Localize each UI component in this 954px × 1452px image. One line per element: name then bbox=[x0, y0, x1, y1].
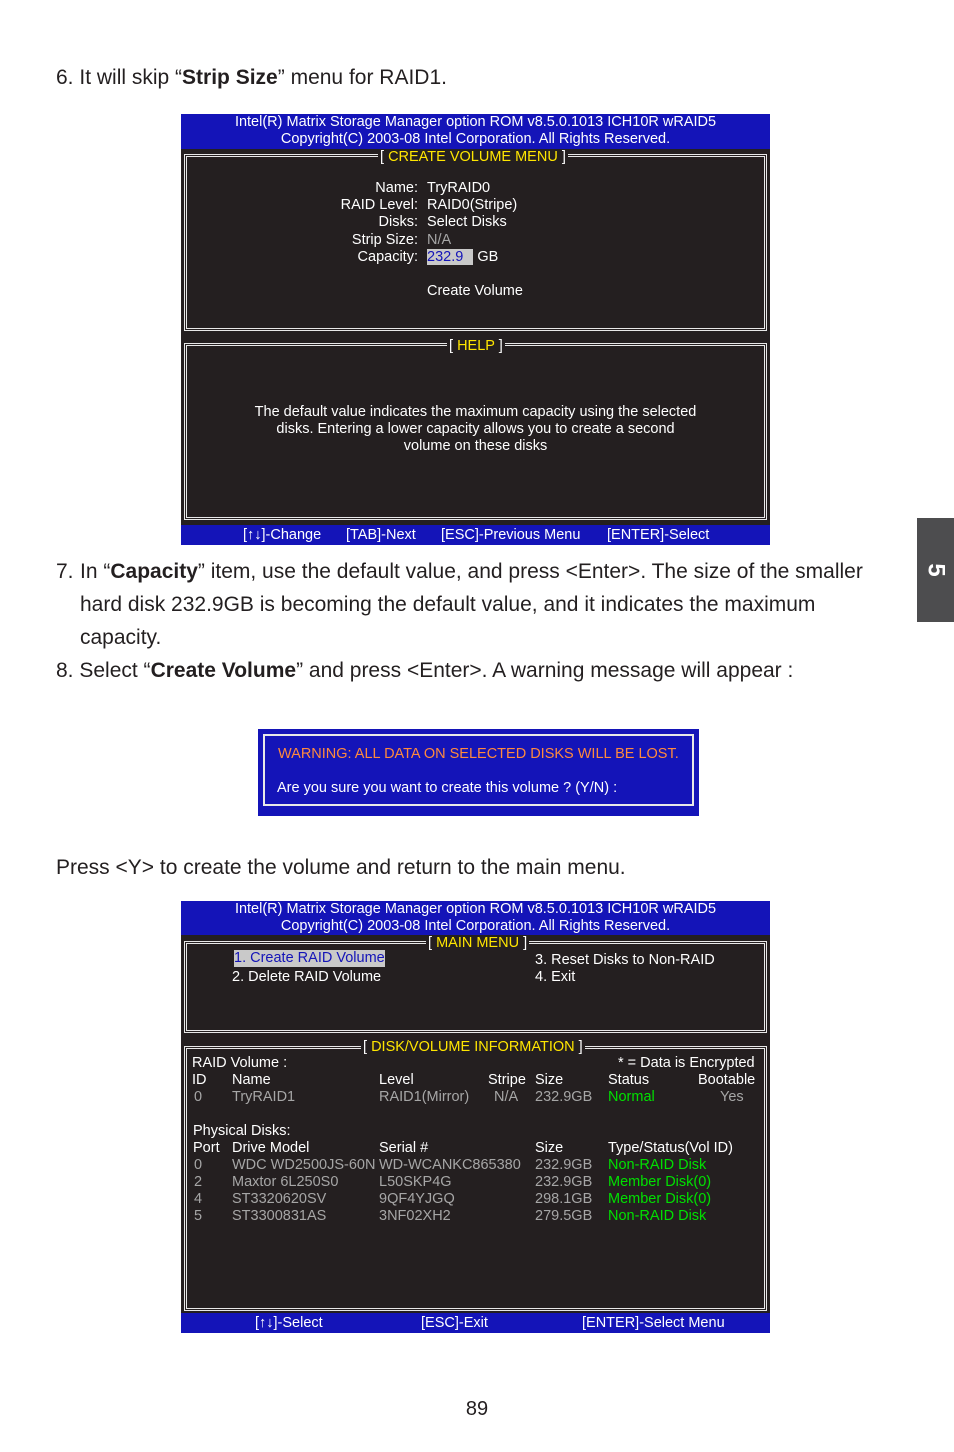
field-name-label: Name: bbox=[375, 180, 418, 196]
footer-exit: [ESC]-Exit bbox=[421, 1315, 488, 1331]
disk-serial: WD-WCANKC865380 bbox=[379, 1157, 521, 1173]
menu-exit[interactable]: 4. Exit bbox=[535, 969, 576, 985]
field-strip-size-label: Strip Size: bbox=[351, 232, 418, 248]
vol-name: TryRAID1 bbox=[232, 1089, 296, 1105]
vol-id: 0 bbox=[194, 1089, 203, 1105]
press-y-instruction: Press <Y> to create the volume and return to the main menu. bbox=[56, 856, 626, 879]
step-7: 7. In “Capacity” item, use the default value, and press <Enter>. The size of the smaller hard disk 232.9GB is becoming the default value, and it indicates the maximum capacity. bbox=[56, 560, 863, 649]
disk-model: ST3320620SV bbox=[232, 1191, 327, 1207]
vol-header-size: Size bbox=[535, 1072, 564, 1088]
help-text: The default value indicates the maximum capacity using the selected disks. Entering a lower capacity allows you to create a second volume on these disks bbox=[254, 404, 697, 454]
vol-size: 232.9GB bbox=[535, 1089, 593, 1105]
disk-type: Member Disk(0) bbox=[608, 1174, 712, 1190]
vol-header-name: Name bbox=[232, 1072, 271, 1088]
vol-stripe: N/A bbox=[494, 1089, 519, 1105]
disk-port: 5 bbox=[194, 1208, 203, 1224]
footer-change: [↑↓]-Change bbox=[243, 527, 322, 543]
step-6: 6. It will skip “Strip Size” menu for RAID1. bbox=[56, 66, 447, 89]
vol-level: RAID1(Mirror) bbox=[379, 1089, 470, 1105]
disk-size: 298.1GB bbox=[535, 1191, 593, 1207]
bios-header-2: Intel(R) Matrix Storage Manager option ROM v8.5.0.1013 ICH10R wRAID5 Copyright(C) 2003-08 Intel Corporation. All Rights Reserved. bbox=[181, 901, 770, 935]
vol-header-bootable: Bootable bbox=[698, 1072, 756, 1088]
warning-dialog bbox=[258, 729, 699, 816]
disk-header-serial: Serial # bbox=[379, 1140, 429, 1156]
disk-port: 4 bbox=[194, 1191, 203, 1207]
disk-info-title: [ DISK/VOLUME INFORMATION ] bbox=[363, 1039, 583, 1055]
page-number: 89 bbox=[465, 1398, 489, 1420]
vol-bootable: Yes bbox=[720, 1089, 744, 1105]
footer-select: [ENTER]-Select bbox=[607, 527, 710, 543]
disk-type: Member Disk(0) bbox=[608, 1191, 712, 1207]
capacity-unit: GB bbox=[477, 249, 499, 265]
bios-header: Intel(R) Matrix Storage Manager option ROM v8.5.0.1013 ICH10R wRAID5 Copyright(C) 2003-08 Intel Corporation. All Rights Reserved. bbox=[181, 114, 770, 149]
field-capacity-value[interactable] bbox=[427, 249, 498, 266]
physical-disks-label: Physical Disks: bbox=[193, 1123, 291, 1139]
vol-header-id: ID bbox=[192, 1072, 207, 1088]
main-menu-screen bbox=[181, 901, 770, 1333]
field-disks-value[interactable]: Select Disks bbox=[427, 214, 507, 230]
encrypted-note: * = Data is Encrypted bbox=[618, 1055, 755, 1071]
raid-volume-label: RAID Volume : bbox=[192, 1055, 288, 1071]
bios-footer-2 bbox=[181, 1313, 770, 1333]
main-menu-title: [ MAIN MENU ] bbox=[428, 935, 528, 951]
warning-message: WARNING: ALL DATA ON SELECTED DISKS WILL BE LOST. bbox=[278, 746, 679, 762]
menu-reset-disks[interactable]: 3. Reset Disks to Non-RAID bbox=[535, 952, 715, 968]
disk-serial: L50SKP4G bbox=[379, 1174, 452, 1190]
footer-previous: [ESC]-Previous Menu bbox=[441, 527, 581, 543]
disk-model: WDC WD2500JS-60N bbox=[232, 1157, 376, 1173]
vol-status: Normal bbox=[608, 1089, 655, 1105]
field-strip-size-value: N/A bbox=[427, 232, 452, 248]
disk-header-size: Size bbox=[535, 1140, 564, 1156]
create-volume-option[interactable]: Create Volume bbox=[427, 283, 523, 299]
field-disks-label: Disks: bbox=[378, 214, 418, 230]
disk-port: 2 bbox=[194, 1174, 203, 1190]
disk-size: 232.9GB bbox=[535, 1157, 593, 1173]
disk-header-type: Type/Status(Vol ID) bbox=[608, 1140, 733, 1156]
field-capacity-label: Capacity: bbox=[357, 249, 418, 265]
vol-header-level: Level bbox=[379, 1072, 414, 1088]
disk-model: Maxtor 6L250S0 bbox=[232, 1174, 339, 1190]
footer-select-menu: [ENTER]-Select Menu bbox=[582, 1315, 725, 1331]
disk-size: 232.9GB bbox=[535, 1174, 593, 1190]
confirm-prompt[interactable]: Are you sure you want to create this volume ? (Y/N) : bbox=[277, 780, 618, 796]
footer-next: [TAB]-Next bbox=[346, 527, 416, 543]
vol-header-stripe: Stripe bbox=[488, 1072, 526, 1088]
field-raid-level-value[interactable]: RAID0(Stripe) bbox=[427, 197, 518, 213]
help-title: [ HELP ] bbox=[449, 338, 503, 354]
bios-footer bbox=[181, 525, 770, 545]
field-raid-level-label: RAID Level: bbox=[340, 197, 418, 213]
field-name-value[interactable]: TryRAID0 bbox=[427, 180, 491, 196]
disk-header-model: Drive Model bbox=[232, 1140, 310, 1156]
footer-select: [↑↓]-Select bbox=[255, 1315, 323, 1331]
chapter-tab: 5 bbox=[917, 518, 954, 622]
disk-type: Non-RAID Disk bbox=[608, 1157, 707, 1173]
disk-type: Non-RAID Disk bbox=[608, 1208, 707, 1224]
disk-port: 0 bbox=[194, 1157, 203, 1173]
create-volume-menu-title: [ CREATE VOLUME MENU ] bbox=[380, 149, 566, 165]
disk-serial: 3NF02XH2 bbox=[379, 1208, 451, 1224]
disk-header-port: Port bbox=[193, 1140, 220, 1156]
create-volume-screen bbox=[181, 114, 770, 545]
disk-model: ST3300831AS bbox=[232, 1208, 327, 1224]
menu-create-raid-volume[interactable]: 1. Create RAID Volume bbox=[234, 950, 385, 966]
menu-delete-raid-volume[interactable]: 2. Delete RAID Volume bbox=[232, 969, 382, 985]
step-8: 8. Select “Create Volume” and press <Enter>. A warning message will appear : bbox=[56, 659, 794, 682]
disk-size: 279.5GB bbox=[535, 1208, 593, 1224]
capacity-input[interactable]: 232.9 bbox=[427, 249, 473, 265]
vol-header-status: Status bbox=[608, 1072, 650, 1088]
disk-serial: 9QF4YJGQ bbox=[379, 1191, 455, 1207]
